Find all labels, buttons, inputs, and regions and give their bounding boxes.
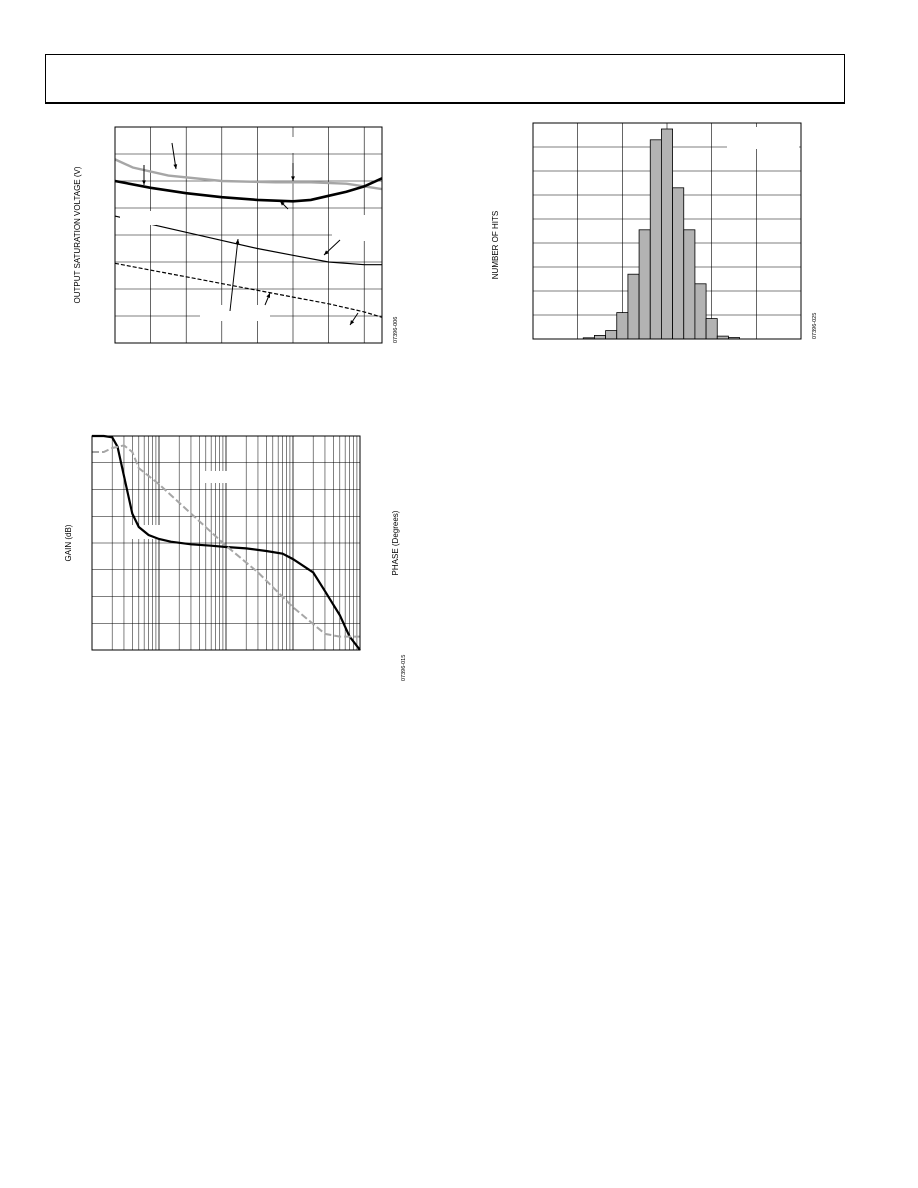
histogram-bar [617, 313, 628, 339]
annotation-label-patch [203, 471, 235, 483]
annotation-label-patch [727, 127, 799, 149]
histogram-bar [606, 331, 617, 339]
annotation-arrowhead [173, 164, 177, 169]
y-axis-label: NUMBER OF HITS [491, 210, 500, 280]
annotation-arrowhead [266, 293, 270, 298]
saturation-voltage-chart [60, 115, 400, 355]
annotation-arrowhead [350, 320, 354, 325]
histogram-bar [673, 188, 684, 339]
histogram-bar [684, 230, 695, 339]
histogram-bar [639, 230, 650, 339]
figure-id: 07396-025 [812, 312, 818, 339]
gain-phase-chart [55, 425, 415, 690]
figure-id: 07396-015 [401, 654, 407, 681]
hits-histogram-chart [480, 115, 830, 355]
series-line-gray [115, 159, 382, 189]
y-axis-label: OUTPUT SATURATION VOLTAGE (V) [73, 166, 82, 304]
annotation-arrow [230, 239, 238, 311]
y-axis-label: GAIN (dB) [64, 524, 73, 562]
annotation-arrowhead [142, 180, 146, 185]
histogram-bar [594, 335, 605, 339]
histogram-bar [650, 140, 661, 339]
histogram-bar [661, 129, 672, 339]
histogram-bar [706, 319, 717, 339]
y2-axis-label: PHASE (Degrees) [391, 510, 400, 576]
annotation-label-patch [332, 215, 382, 241]
figure-id: 07396-006 [393, 316, 399, 343]
page-header-box [45, 54, 845, 104]
histogram-bar [628, 274, 639, 339]
histogram-bar [695, 284, 706, 339]
annotation-group [120, 137, 382, 325]
histogram-bars [583, 129, 739, 339]
annotation-label-patch [200, 305, 270, 321]
annotation-arrowhead [291, 176, 295, 181]
chart-grid [92, 436, 360, 650]
annotation-label-patch [260, 137, 322, 153]
annotation-label-patch [120, 211, 156, 225]
